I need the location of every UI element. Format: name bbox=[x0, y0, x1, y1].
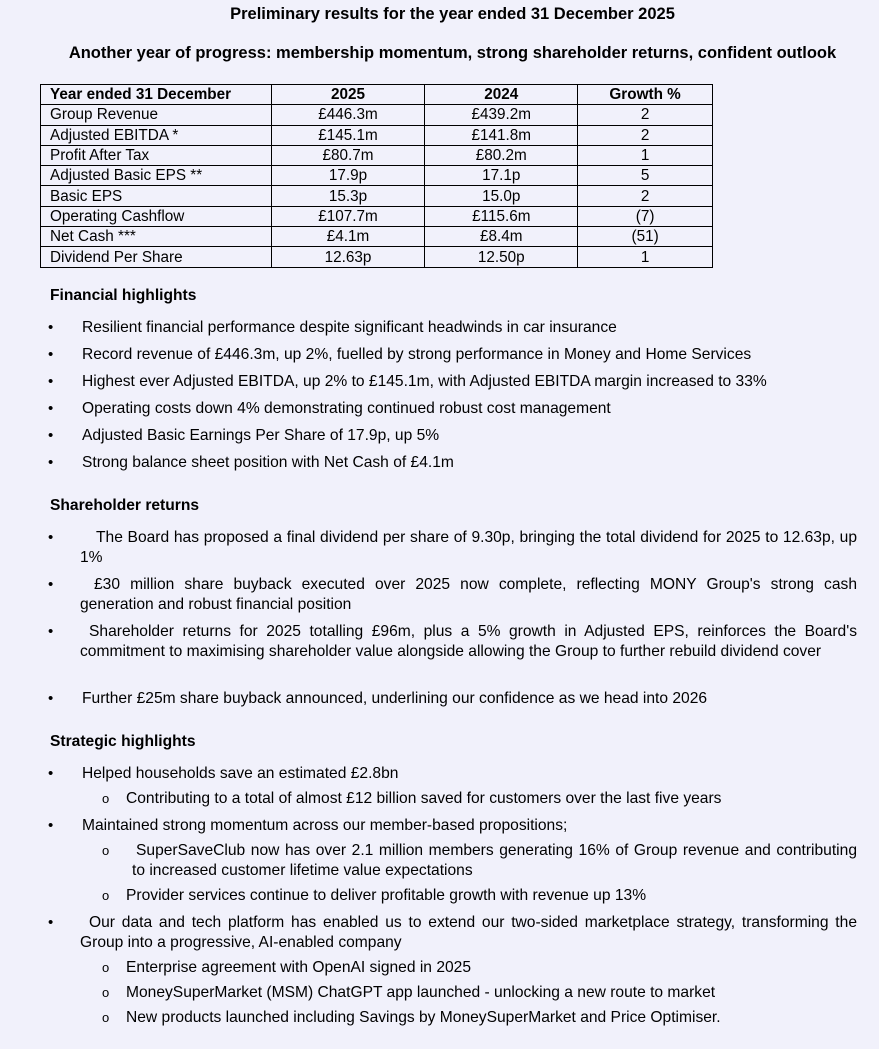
list-item bbox=[0, 318, 879, 338]
list-item bbox=[0, 528, 879, 568]
bullet-marker: • bbox=[48, 576, 54, 593]
column-header: Growth % bbox=[578, 85, 713, 105]
table-cell: £4.1m bbox=[271, 227, 425, 247]
list-item-text: Enterprise agreement with OpenAI signed in 2025 bbox=[126, 959, 472, 976]
list-item-text: Provider services continue to deliver profitable growth with revenue up 13% bbox=[126, 887, 647, 904]
list-item-text: Helped households save an estimated £2.8bn bbox=[82, 765, 399, 782]
list-item-text: Resilient financial performance despite significant headwinds in car insurance bbox=[82, 319, 617, 336]
row-label: Adjusted EBITDA * bbox=[41, 125, 272, 145]
row-label: Operating Cashflow bbox=[41, 206, 272, 226]
bullet-marker: • bbox=[48, 529, 54, 546]
list-item-text: MoneySuperMarket (MSM) ChatGPT app launched - unlocking a new route to market bbox=[126, 984, 716, 1001]
table-row bbox=[41, 125, 713, 145]
table-cell: (51) bbox=[578, 227, 713, 247]
list-item-text: Highest ever Adjusted EBITDA, up 2% to £145.1m, with Adjusted EBITDA margin increased to 33% bbox=[82, 373, 767, 390]
sub-list-item bbox=[0, 886, 879, 906]
column-header: 2024 bbox=[425, 85, 578, 105]
bullet-marker: • bbox=[48, 319, 54, 336]
list-item bbox=[0, 575, 879, 615]
table-cell: 12.63p bbox=[271, 247, 425, 267]
list-item-text: Operating costs down 4% demonstrating continued robust cost management bbox=[82, 400, 611, 417]
sub-bullet-marker: o bbox=[102, 985, 110, 1000]
table-cell: 1 bbox=[578, 145, 713, 165]
list-item bbox=[0, 372, 879, 392]
list-item bbox=[0, 399, 879, 419]
table-cell: 17.9p bbox=[271, 166, 425, 186]
table-cell: 2 bbox=[578, 186, 713, 206]
table-cell: £80.2m bbox=[425, 145, 578, 165]
sub-bullet-marker: o bbox=[102, 888, 110, 903]
list-item-text: £30 million share buyback executed over 2025 now complete, reflecting MONY Group's strong cash generation and robust financial position bbox=[80, 576, 857, 613]
table-cell: £115.6m bbox=[425, 206, 578, 226]
table-cell: £8.4m bbox=[425, 227, 578, 247]
table-cell: 1 bbox=[578, 247, 713, 267]
column-header: 2025 bbox=[271, 85, 425, 105]
sub-list-item bbox=[0, 789, 879, 809]
list-item-text: The Board has proposed a final dividend per share of 9.30p, bringing the total dividend for 2025 to 12.63p, up 1% bbox=[80, 529, 857, 566]
table-cell: 12.50p bbox=[425, 247, 578, 267]
sub-list-item bbox=[0, 958, 879, 978]
shareholder-returns-heading: Shareholder returns bbox=[50, 497, 200, 514]
list-item bbox=[0, 689, 879, 709]
sub-list-item bbox=[0, 841, 879, 881]
list-item-text: Adjusted Basic Earnings Per Share of 17.9p, up 5% bbox=[82, 427, 440, 444]
table-row bbox=[41, 227, 713, 247]
bullet-marker: • bbox=[48, 765, 54, 782]
table-cell: 15.0p bbox=[425, 186, 578, 206]
list-item-text: New products launched including Savings by MoneySuperMarket and Price Optimiser. bbox=[126, 1009, 721, 1026]
bullet-marker: • bbox=[48, 454, 54, 471]
list-item bbox=[0, 345, 879, 365]
table-cell: 2 bbox=[578, 105, 713, 125]
bullet-marker: • bbox=[48, 623, 54, 640]
table-cell: 2 bbox=[578, 125, 713, 145]
sub-bullet-marker: o bbox=[102, 791, 110, 806]
list-item-text: SuperSaveClub now has over 2.1 million members generating 16% of Group revenue and contributing to increased customer lifetime value expectations bbox=[132, 842, 857, 879]
sub-list-item bbox=[0, 1008, 879, 1028]
table-cell: £446.3m bbox=[271, 105, 425, 125]
results-table bbox=[40, 84, 713, 268]
table-row bbox=[41, 145, 713, 165]
list-item-text: Our data and tech platform has enabled us to extend our two-sided marketplace strategy, transforming the Group into a progressive, AI-enabled company bbox=[80, 914, 857, 951]
list-item-text: Shareholder returns for 2025 totalling £96m, plus a 5% growth in Adjusted EPS, reinforces the Board's commitment to maximising shareholder value alongside allowing the Group to further rebuild dividend cover bbox=[80, 623, 857, 660]
table-cell: 5 bbox=[578, 166, 713, 186]
table-row bbox=[41, 105, 713, 125]
table-cell: 15.3p bbox=[271, 186, 425, 206]
table-cell: £107.7m bbox=[271, 206, 425, 226]
list-item bbox=[0, 622, 879, 682]
table-row bbox=[41, 186, 713, 206]
table-cell: £141.8m bbox=[425, 125, 578, 145]
list-item bbox=[0, 816, 879, 836]
table-cell: (7) bbox=[578, 206, 713, 226]
list-item-text: Contributing to a total of almost £12 billion saved for customers over the last five years bbox=[126, 790, 722, 807]
table-row bbox=[41, 206, 713, 226]
table-header-row bbox=[41, 85, 713, 105]
bullet-marker: • bbox=[48, 817, 54, 834]
financial-highlights-heading: Financial highlights bbox=[50, 287, 197, 304]
list-item bbox=[0, 913, 879, 953]
page-subtitle: Another year of progress: membership momentum, strong shareholder returns, confident outlook bbox=[68, 44, 837, 62]
bullet-marker: • bbox=[48, 346, 54, 363]
sub-list-item bbox=[0, 983, 879, 1003]
list-item bbox=[0, 426, 879, 446]
page-title: Preliminary results for the year ended 31 December 2025 bbox=[230, 5, 675, 23]
strategic-highlights-heading: Strategic highlights bbox=[50, 733, 196, 750]
sub-bullet-marker: o bbox=[102, 960, 110, 975]
bullet-marker: • bbox=[48, 427, 54, 444]
table-row bbox=[41, 166, 713, 186]
table-cell: £145.1m bbox=[271, 125, 425, 145]
row-label: Dividend Per Share bbox=[41, 247, 272, 267]
row-label: Group Revenue bbox=[41, 105, 272, 125]
bullet-marker: • bbox=[48, 373, 54, 390]
sub-bullet-marker: o bbox=[102, 1010, 110, 1025]
table-row bbox=[41, 247, 713, 267]
table-cell: £80.7m bbox=[271, 145, 425, 165]
bullet-marker: • bbox=[48, 400, 54, 417]
list-item-text: Maintained strong momentum across our member-based propositions; bbox=[82, 817, 568, 834]
list-item bbox=[0, 453, 879, 473]
list-item-text: Strong balance sheet position with Net Cash of £4.1m bbox=[82, 454, 454, 471]
list-item-text: Further £25m share buyback announced, underlining our confidence as we head into 2026 bbox=[82, 690, 708, 707]
row-label: Adjusted Basic EPS ** bbox=[41, 166, 272, 186]
row-label: Profit After Tax bbox=[41, 145, 272, 165]
row-label: Net Cash *** bbox=[41, 227, 272, 247]
table-cell: 17.1p bbox=[425, 166, 578, 186]
list-item bbox=[0, 764, 879, 784]
column-header: Year ended 31 December bbox=[41, 85, 272, 105]
bullet-marker: • bbox=[48, 690, 54, 707]
bullet-marker: • bbox=[48, 914, 54, 931]
table-cell: £439.2m bbox=[425, 105, 578, 125]
row-label: Basic EPS bbox=[41, 186, 272, 206]
sub-bullet-marker: o bbox=[102, 843, 110, 858]
list-item-text: Record revenue of £446.3m, up 2%, fuelled by strong performance in Money and Home Services bbox=[82, 346, 752, 363]
